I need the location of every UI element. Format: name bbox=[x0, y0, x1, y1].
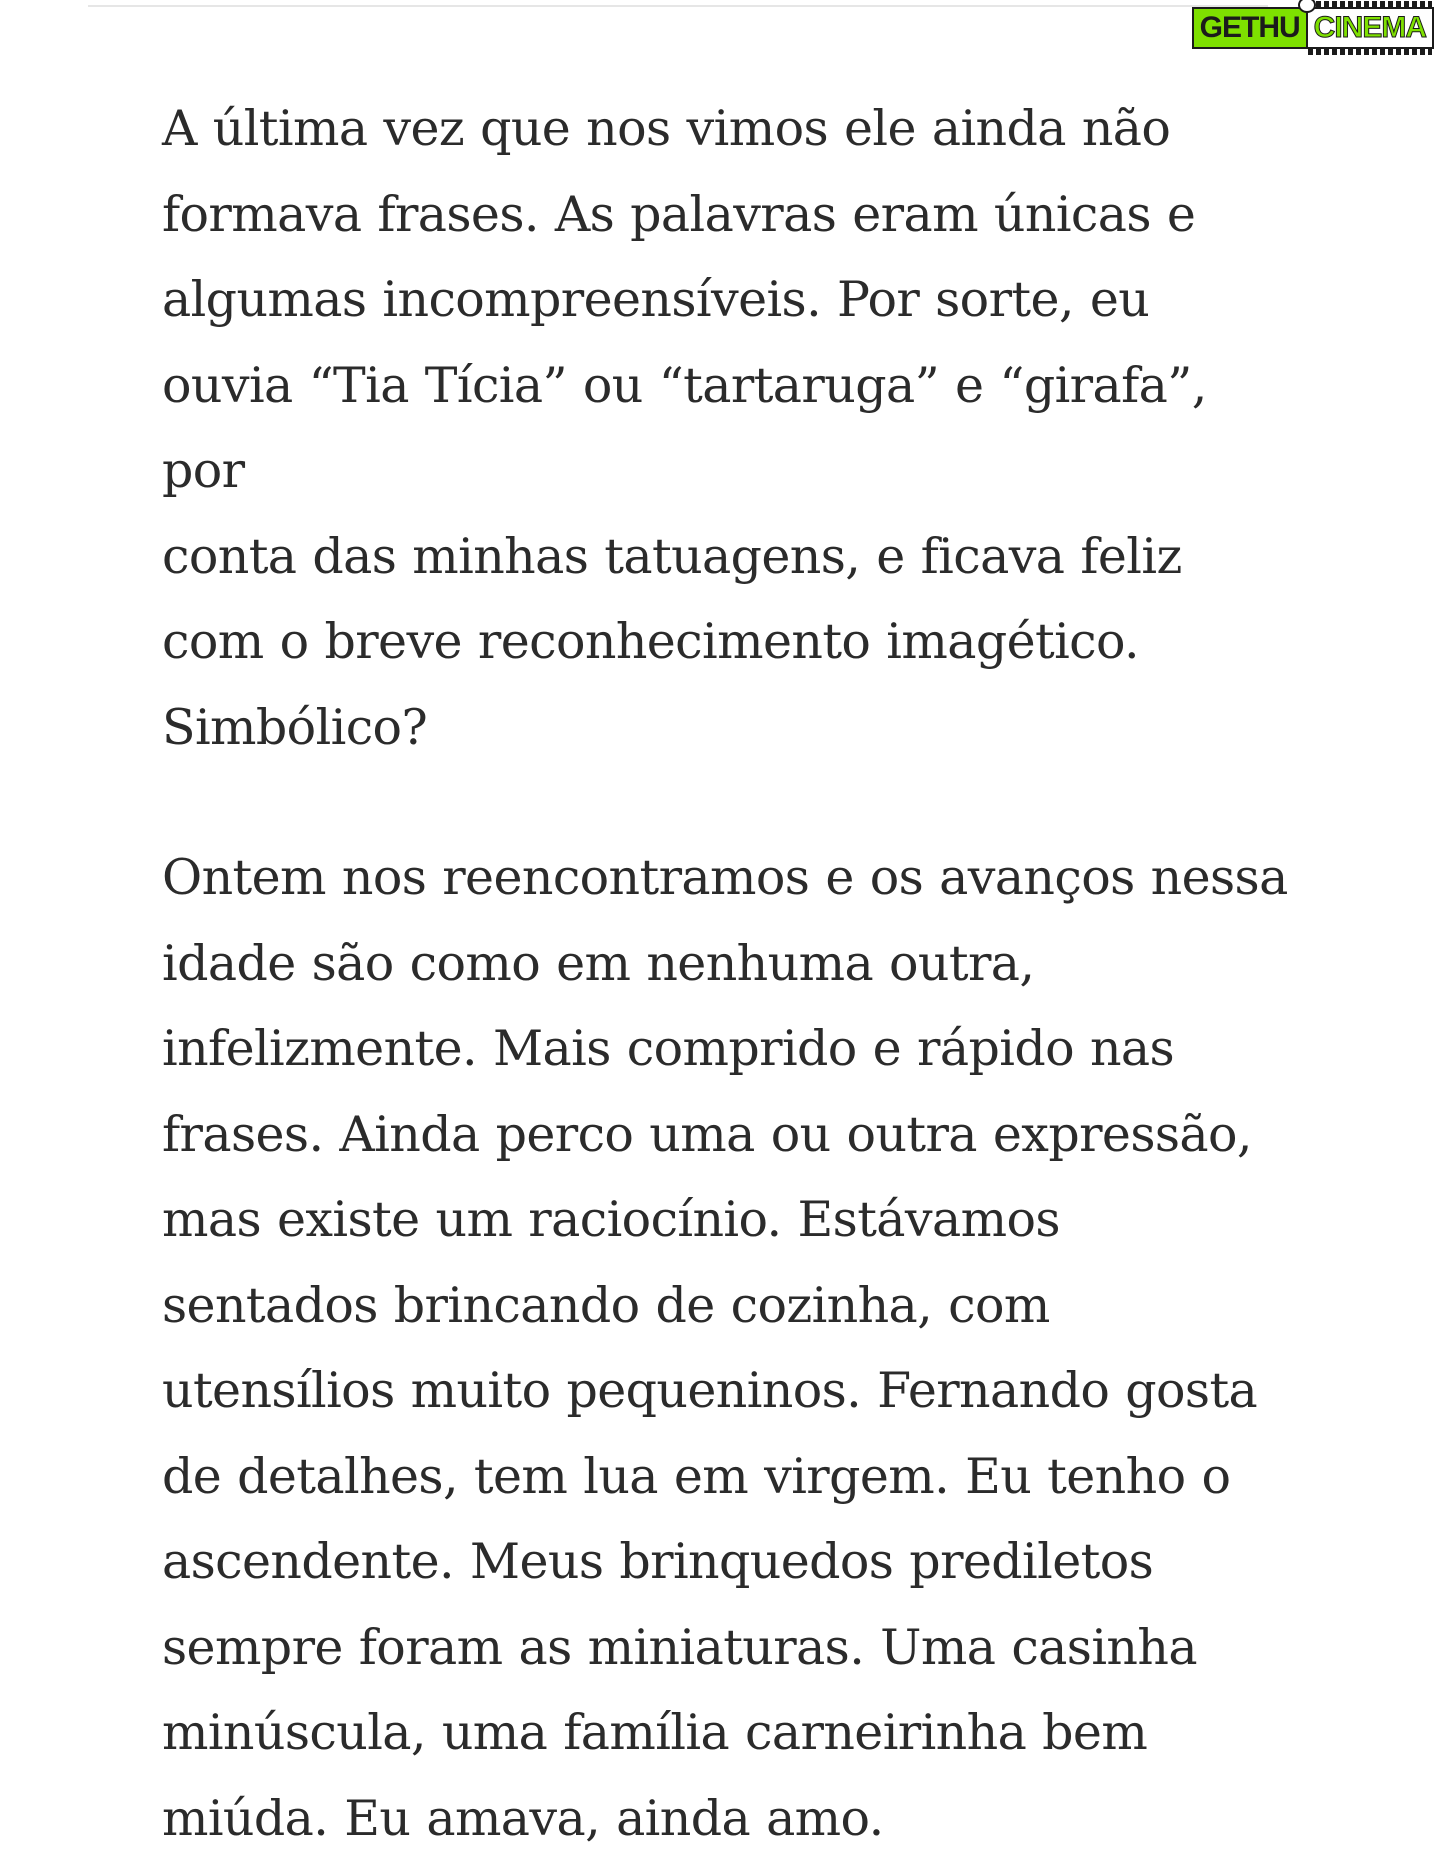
watermark-left-text: GETHU bbox=[1192, 7, 1306, 49]
watermark-right-label: CINEMA bbox=[1313, 11, 1426, 44]
article-paragraph-2: Ontem nos reencontramos e os avanços nessa idade são como em nenhuma outra, infelizmente. Mais comprido e rápido nas frases. Ainda perco uma ou outra expressão, mas existe um raciocínio. Estávamos sentados brincando de cozinha, com utensílios muito pequeninos. Fernando gosta de detalhes, tem lua em virgem. Eu tenho o ascendente. Meus brinquedos prediletos sempre foram as miniaturas. Uma casinha minúscula, uma família carneirinha bem miúda. Eu amava, ainda amo. bbox=[162, 849, 1288, 1847]
top-divider bbox=[88, 5, 1268, 7]
watermark-right-text bbox=[1306, 7, 1434, 49]
article-body bbox=[162, 86, 1302, 1861]
film-strip-icon bbox=[1308, 49, 1432, 55]
watermark-logo bbox=[1192, 8, 1434, 48]
film-strip-icon bbox=[1308, 1, 1432, 7]
article-paragraph-1: A última vez que nos vimos ele ainda não formava frases. As palavras eram únicas e algumas incompreensíveis. Por sorte, eu ouvia “Tia Tícia” ou “tartaruga” e “girafa”, por conta das minhas tatuagens, e ficava feliz com o breve reconhecimento imagético. Simbólico? bbox=[162, 100, 1207, 756]
